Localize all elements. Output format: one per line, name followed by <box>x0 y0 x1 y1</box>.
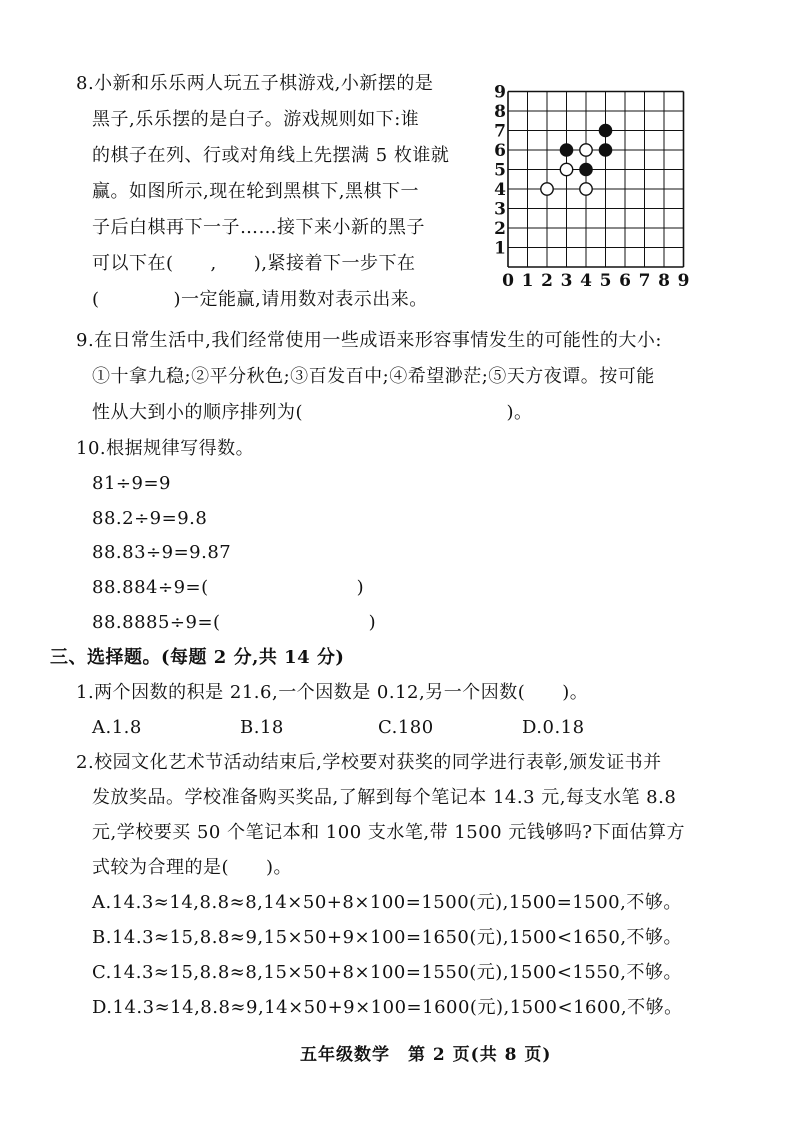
c2-line-1: 2.校园文化艺术节活动结束后,学校要对获奖的同学进行表彰,颁发证书并 <box>76 752 662 773</box>
white-stone <box>541 183 553 195</box>
c2-line-3: 元,学校要买 50 个笔记本和 100 支水笔,带 1500 元钱够吗?下面估算方 <box>92 822 685 843</box>
y-axis-label: 6 <box>494 141 506 161</box>
y-axis-label: 3 <box>494 199 506 220</box>
x-axis-label: 7 <box>638 271 651 290</box>
black-stone <box>599 144 611 156</box>
section-3-title: 三、选择题。(每题 2 分,共 14 分) <box>50 647 345 668</box>
c1-option-c: C.180 <box>378 717 434 738</box>
y-axis-label: 9 <box>494 82 506 103</box>
gomoku-board-figure <box>488 80 698 290</box>
q8-line-1: 8.小新和乐乐两人玩五子棋游戏,小新摆的是 <box>76 73 434 94</box>
q10-equation-2: 88.2÷9=9.8 <box>92 508 208 529</box>
c2-option-c: C.14.3≈15,8.8≈8,15×50+8×100=1550(元),1500<1550,不够。 <box>92 962 682 983</box>
q8-line-6: 可以下在( , ),紧接着下一步下在 <box>92 253 416 274</box>
c1-option-d: D.0.18 <box>522 717 585 738</box>
c2-option-b: B.14.3≈15,8.8≈9,15×50+9×100=1650(元),1500<1650,不够。 <box>92 927 683 948</box>
c2-option-a: A.14.3≈14,8.8≈8,14×50+8×100=1500(元),1500=1500,不够。 <box>92 892 682 913</box>
y-axis-label: 4 <box>494 180 506 200</box>
q10-equation-4: 88.884÷9=( ) <box>92 577 365 598</box>
y-axis-label: 1 <box>494 238 506 259</box>
c1-question: 1.两个因数的积是 21.6,一个因数是 0.12,另一个因数( )。 <box>76 682 589 703</box>
q8-line-3: 的棋子在列、行或对角线上先摆满 5 枚谁就 <box>92 145 450 166</box>
q10-title: 10.根据规律写得数。 <box>76 438 255 459</box>
x-axis-label: 2 <box>541 271 553 290</box>
black-stone <box>599 124 611 136</box>
c1-option-a: A.1.8 <box>92 717 142 738</box>
x-axis-label: 8 <box>658 271 670 290</box>
c2-line-2: 发放奖品。学校准备购买奖品,了解到每个笔记本 14.3 元,每支水笔 8.8 <box>92 787 677 808</box>
c2-line-4: 式较为合理的是( )。 <box>92 857 293 878</box>
x-axis-label: 0 <box>502 271 514 290</box>
black-stone <box>560 144 572 156</box>
white-stone <box>580 183 592 195</box>
x-axis-label: 4 <box>580 271 592 290</box>
q8-line-7: ( )一定能赢,请用数对表示出来。 <box>92 289 428 310</box>
page-footer: 五年级数学 第 2 页(共 8 页) <box>300 1045 552 1065</box>
c2-option-d: D.14.3≈14,8.8≈9,14×50+9×100=1600(元),1500<1600,不够。 <box>92 997 683 1018</box>
white-stone <box>560 163 572 175</box>
y-axis-label: 8 <box>494 102 506 122</box>
y-axis-label: 7 <box>494 121 506 142</box>
c1-option-b: B.18 <box>240 717 284 738</box>
white-stone <box>580 144 592 156</box>
q9-line-2: ①十拿九稳;②平分秋色;③百发百中;④希望渺茫;⑤天方夜谭。按可能 <box>92 366 655 387</box>
q9-line-3: 性从大到小的顺序排列为( )。 <box>92 402 533 423</box>
x-axis-label: 6 <box>619 271 631 290</box>
x-axis-label: 3 <box>560 271 573 290</box>
x-axis-label: 9 <box>677 271 690 290</box>
q10-equation-3: 88.83÷9=9.87 <box>92 542 232 563</box>
y-axis-label: 5 <box>494 160 506 181</box>
y-axis-label: 2 <box>494 219 506 239</box>
q8-line-2: 黑子,乐乐摆的是白子。游戏规则如下:谁 <box>92 109 420 130</box>
q9-line-1: 9.在日常生活中,我们经常使用一些成语来形容事情发生的可能性的大小: <box>76 330 662 351</box>
x-axis-label: 5 <box>599 271 612 290</box>
x-axis-label: 1 <box>521 271 534 290</box>
q10-equation-1: 81÷9=9 <box>92 473 171 494</box>
q8-line-4: 赢。如图所示,现在轮到黑棋下,黑棋下一 <box>92 181 419 202</box>
q10-equation-5: 88.8885÷9=( ) <box>92 612 377 633</box>
black-stone <box>580 163 592 175</box>
q8-line-5: 子后白棋再下一子……接下来小新的黑子 <box>92 217 425 238</box>
